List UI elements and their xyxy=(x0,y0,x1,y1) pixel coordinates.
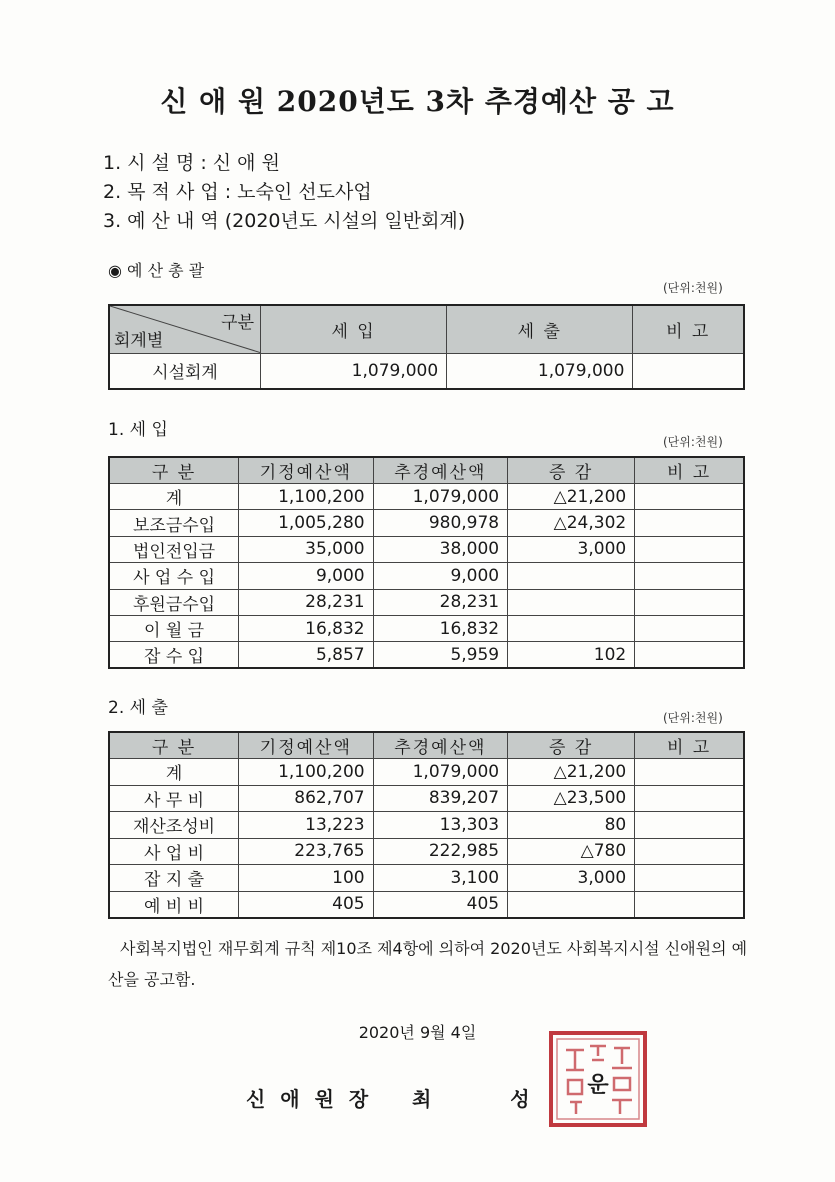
summary-income-value: 1,079,000 xyxy=(261,353,447,389)
page-title: 신 애 원 2020년도 3차 추경예산 공 고 xyxy=(160,85,675,118)
expense-cell-diff: 3,000 xyxy=(508,865,635,892)
expense-cell-revised: 1,079,000 xyxy=(373,759,508,786)
table-row xyxy=(109,615,744,641)
expense-cell-note xyxy=(635,785,744,812)
income-cell-note xyxy=(635,484,744,510)
expense-cell-revised: 3,100 xyxy=(373,865,508,892)
income-header-cell: 추경예산액 xyxy=(373,457,508,484)
expense-cell-note xyxy=(635,812,744,839)
income-header-cell: 비 고 xyxy=(635,457,744,484)
notice-date: 2020년 9월 4일 xyxy=(358,1023,477,1042)
summary-note-value xyxy=(633,353,744,389)
income-cell-diff: 102 xyxy=(508,642,635,669)
corner-bottom-label: 회계별 xyxy=(114,330,164,351)
expense-cell-note xyxy=(635,838,744,865)
expense-cell-name: 잡 지 출 xyxy=(109,865,239,892)
summary-col-expense: 세 출 xyxy=(447,305,633,353)
expense-cell-diff: △23,500 xyxy=(508,785,635,812)
expense-cell-revised: 13,303 xyxy=(373,812,508,839)
table-row xyxy=(109,838,744,865)
expense-cell-revised: 839,207 xyxy=(373,785,508,812)
income-table xyxy=(108,456,745,669)
corner-top-label: 구분 xyxy=(221,313,254,333)
table-row xyxy=(109,642,744,669)
expense-cell-revised: 222,985 xyxy=(373,838,508,865)
expense-table xyxy=(108,731,745,919)
income-cell-note xyxy=(635,589,744,615)
table-row xyxy=(109,589,744,615)
income-cell-base: 1,005,280 xyxy=(239,510,374,536)
seal-overlap-text: 운 xyxy=(587,1072,609,1098)
expense-cell-diff: △21,200 xyxy=(508,759,635,786)
expense-cell-name: 재산조성비 xyxy=(109,812,239,839)
summary-heading: ◉ 예 산 총 괄 xyxy=(108,261,205,280)
expense-cell-diff xyxy=(508,891,635,918)
expense-cell-base: 1,100,200 xyxy=(239,759,374,786)
income-cell-revised: 16,832 xyxy=(373,615,508,641)
notice-text: 사회복지법인 재무회계 규칙 제10조 제4항에 의하여 2020년도 사회복지시설 신애원의 예산을 공고함. xyxy=(108,939,748,989)
expense-heading: 2. 세 출 xyxy=(108,698,168,718)
expense-header-cell: 증 감 xyxy=(508,732,635,759)
table-row xyxy=(109,563,744,589)
income-cell-base: 28,231 xyxy=(239,589,374,615)
expense-cell-note xyxy=(635,891,744,918)
info-purpose: 2. 목 적 사 업 : 노숙인 선도사업 xyxy=(103,181,372,203)
expense-header-cell: 추경예산액 xyxy=(373,732,508,759)
income-cell-note xyxy=(635,510,744,536)
income-header-row xyxy=(109,457,744,484)
info-facility-name: 1. 시 설 명 : 신 애 원 xyxy=(103,152,280,174)
expense-cell-base: 862,707 xyxy=(239,785,374,812)
income-cell-revised: 980,978 xyxy=(373,510,508,536)
summary-row-label: 시설회계 xyxy=(109,353,261,389)
expense-cell-base: 100 xyxy=(239,865,374,892)
expense-header-cell: 구 분 xyxy=(109,732,239,759)
income-cell-diff xyxy=(508,589,635,615)
table-row xyxy=(109,484,744,510)
expense-header-cell: 비 고 xyxy=(635,732,744,759)
income-cell-revised: 5,959 xyxy=(373,642,508,669)
expense-header-row xyxy=(109,732,744,759)
expense-unit: (단위:천원) xyxy=(663,711,723,725)
income-cell-revised: 9,000 xyxy=(373,563,508,589)
income-cell-revised: 1,079,000 xyxy=(373,484,508,510)
income-cell-diff: △21,200 xyxy=(508,484,635,510)
table-row xyxy=(109,536,744,562)
income-unit: (단위:천원) xyxy=(663,435,723,449)
expense-cell-name: 사 무 비 xyxy=(109,785,239,812)
expense-cell-name: 사 업 비 xyxy=(109,838,239,865)
expense-header-cell: 기정예산액 xyxy=(239,732,374,759)
income-cell-name: 보조금수입 xyxy=(109,510,239,536)
income-cell-revised: 28,231 xyxy=(373,589,508,615)
income-header-cell: 증 감 xyxy=(508,457,635,484)
table-row xyxy=(109,891,744,918)
income-header-cell: 구 분 xyxy=(109,457,239,484)
expense-cell-name: 예 비 비 xyxy=(109,891,239,918)
income-cell-diff xyxy=(508,563,635,589)
summary-corner-cell xyxy=(109,305,261,353)
expense-table-body xyxy=(109,732,744,918)
table-row xyxy=(109,785,744,812)
income-cell-name: 후원금수입 xyxy=(109,589,239,615)
expense-cell-base: 405 xyxy=(239,891,374,918)
table-row xyxy=(109,865,744,892)
income-table-body xyxy=(109,457,744,668)
income-cell-name: 사 업 수 입 xyxy=(109,563,239,589)
income-cell-note xyxy=(635,642,744,669)
table-row xyxy=(109,759,744,786)
expense-cell-diff: △780 xyxy=(508,838,635,865)
info-budget-detail: 3. 예 산 내 역 (2020년도 시설의 일반회계) xyxy=(103,210,466,232)
income-cell-diff xyxy=(508,615,635,641)
expense-cell-name: 계 xyxy=(109,759,239,786)
expense-cell-diff: 80 xyxy=(508,812,635,839)
income-header-cell: 기정예산액 xyxy=(239,457,374,484)
income-cell-name: 계 xyxy=(109,484,239,510)
income-cell-base: 16,832 xyxy=(239,615,374,641)
income-cell-name: 잡 수 입 xyxy=(109,642,239,669)
table-row xyxy=(109,812,744,839)
expense-cell-base: 223,765 xyxy=(239,838,374,865)
summary-unit: (단위:천원) xyxy=(663,281,723,295)
income-cell-name: 이 월 금 xyxy=(109,615,239,641)
income-cell-base: 5,857 xyxy=(239,642,374,669)
income-cell-base: 1,100,200 xyxy=(239,484,374,510)
expense-cell-revised: 405 xyxy=(373,891,508,918)
income-cell-diff: △24,302 xyxy=(508,510,635,536)
income-cell-base: 35,000 xyxy=(239,536,374,562)
expense-cell-note xyxy=(635,759,744,786)
income-cell-revised: 38,000 xyxy=(373,536,508,562)
income-heading: 1. 세 입 xyxy=(108,420,168,440)
signer-name: 최 성 xyxy=(412,1087,566,1111)
summary-col-income: 세 입 xyxy=(261,305,447,353)
income-cell-note xyxy=(635,615,744,641)
summary-col-note: 비 고 xyxy=(633,305,744,353)
expense-cell-base: 13,223 xyxy=(239,812,374,839)
income-cell-note xyxy=(635,536,744,562)
table-row xyxy=(109,510,744,536)
summary-expense-value: 1,079,000 xyxy=(447,353,633,389)
income-cell-note xyxy=(635,563,744,589)
income-cell-diff: 3,000 xyxy=(508,536,635,562)
official-seal-icon xyxy=(548,1030,648,1128)
signer-title: 신 애 원 장 xyxy=(246,1087,373,1111)
summary-table xyxy=(108,304,745,390)
expense-cell-note xyxy=(635,865,744,892)
income-cell-name: 법인전입금 xyxy=(109,536,239,562)
income-cell-base: 9,000 xyxy=(239,563,374,589)
